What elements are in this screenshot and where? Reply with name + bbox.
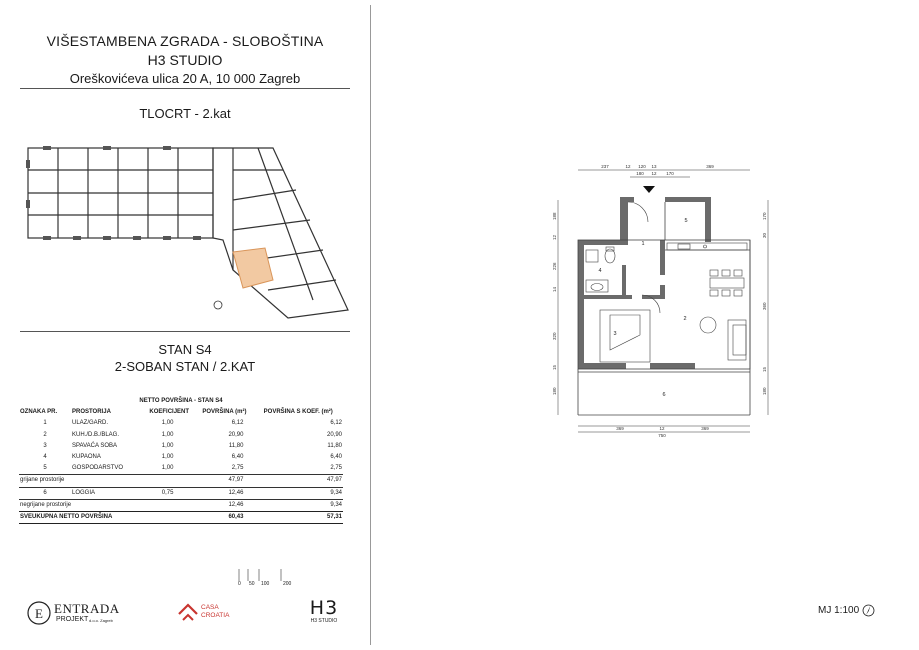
room-id: 4 [43,454,47,461]
dim-right: 15 [762,366,767,372]
room-area: 20,90 [228,431,244,438]
room-coef: 1,00 [161,454,174,461]
scale-tick: 100 [261,581,270,587]
room-id: 6 [19,487,71,499]
dim-bottom: 750 [658,433,666,438]
apartment-floor-plan [550,160,780,440]
subtotal-area-coef: 47,97 [253,475,343,487]
table-row [19,430,343,441]
keyplan-rule [20,331,350,332]
subtotal-area-coef: 9,34 [253,499,343,511]
room-name: SPAVAĆA SOBA [72,442,118,449]
h3-mark: H3 [309,597,339,619]
scale-bar-lines [237,567,297,581]
dim-left: 320 [552,332,557,340]
dim-top: 120 [638,164,646,169]
dim-left: 12 [552,234,557,240]
casa-croatia-logo [177,600,247,626]
table-header: POVRŠINA (m²) [202,409,247,416]
room-area: 6,12 [231,420,244,427]
dim-right: 360 [762,302,767,310]
drawing-scale [818,604,875,617]
building-title: VIŠESTAMBENA ZGRADA - SLOBOŠTINA [46,33,324,49]
table-header: PROSTORIJA [72,409,111,416]
studio-name: H3 STUDIO [147,52,223,68]
dim-bottom: 12 [659,426,665,431]
room-area: 11,80 [228,442,244,449]
room-area-coef: 2,75 [330,465,342,472]
room-coef: 1,00 [161,442,174,449]
table-row [19,452,343,463]
table-header: OZNAKA PR. [20,409,58,416]
page-divider [370,5,371,645]
subtotal-area: 47,97 [195,475,253,487]
unheated-subtotal-row [19,499,343,511]
room-number: 3 [613,331,617,337]
scale-bar [237,567,297,589]
scale-tick: 0 [238,581,241,587]
dim-left: 180 [552,387,557,395]
table-row [19,441,343,452]
area-table [19,396,343,524]
h3-sub: H3 STUDIO [310,618,338,624]
room-number: 6 [662,392,666,398]
total-area: 60,43 [195,512,253,524]
room-area: 2,75 [231,465,244,472]
room-name: KUPAONA [72,454,101,461]
table-header: KOEFICIJENT [149,409,190,416]
h3-studio-logo [304,597,344,629]
dim-bottom: 369 [701,426,709,431]
dim-left: 226 [552,262,557,270]
scale-tick: 200 [283,581,292,587]
dim-bottom: 369 [616,426,624,431]
room-coef: 0,75 [143,487,195,499]
room-name: KUH./D.B./BLAG. [72,431,120,438]
room-coef: 1,00 [161,465,174,472]
dim-left: 188 [552,212,557,220]
left-panel [0,0,360,650]
room-number: 1 [641,241,645,247]
dim-top: 180 [636,171,644,176]
table-row [19,418,343,429]
room-number: 5 [684,218,688,224]
room-name: GOSPODARSTVO [72,465,124,472]
dim-left: 14 [552,286,557,292]
room-area-coef: 9,34 [253,487,343,499]
dim-top: 13 [651,164,657,169]
entrada-small: d.o.o. Zagreb [89,618,113,623]
room-area-coef: 20,90 [326,431,342,438]
dim-top: 170 [666,171,674,176]
table-row [19,487,343,499]
heated-subtotal-row [19,475,343,487]
subtotal-area: 12,46 [195,499,253,511]
room-id: 3 [43,442,47,449]
casa-roof-icon [177,602,199,624]
room-area: 6,40 [231,454,244,461]
room-area-coef: 11,80 [327,442,342,449]
svg-text:E: E [35,606,43,621]
total-row [19,512,343,524]
entrada-logo [26,600,126,628]
casa-text: CASA [201,604,219,611]
entrance-arrow-icon [643,186,655,193]
room-id: 1 [43,420,47,427]
total-label: SVEUKUPNA NETTO POVRŠINA [19,512,195,524]
table-row [19,463,343,475]
dim-top: 12 [651,171,657,176]
dim-right: 180 [762,387,767,395]
dim-top: 369 [706,164,714,169]
room-id: 5 [43,465,47,472]
subtotal-label: negrijane prostorije [19,499,195,511]
room-area: 12,46 [195,487,253,499]
address: Oreškovićeva ulica 20 A, 10 000 Zagreb [69,71,301,86]
north-arrow-icon [862,604,875,617]
dim-right: 170 [762,212,767,220]
entrada-name: ENTRADA [54,601,120,616]
entrada-emblem-icon [26,600,52,626]
unit-name: STAN S4 [158,342,212,357]
room-coef: 1,00 [161,420,174,427]
croatia-text: CROATIA [201,612,230,619]
dim-top: 12 [625,164,631,169]
table-caption: NETTO POVRŠINA - STAN S4 [139,398,223,404]
unit-type: 2-SOBAN STAN / 2.KAT [114,359,256,374]
room-id: 2 [43,431,47,438]
total-area-coef: 57,31 [253,512,343,524]
room-coef: 1,00 [161,431,174,438]
dim-top: 237 [601,164,609,169]
header-rule [20,88,350,89]
room-name: ULAZ/GARD. [72,420,109,427]
room-number: 2 [683,316,687,322]
scale-tick: 50 [249,581,255,587]
dim-right: 30 [762,232,767,238]
scale-label: MJ 1:100 [818,605,860,616]
room-name: LOGGIA [71,487,143,499]
room-area-coef: 6,12 [330,420,342,427]
room-area-coef: 6,40 [330,454,342,461]
building-key-plan [18,140,353,320]
entrada-sub: PROJEKT [56,616,89,623]
subtotal-label: grijane prostorije [19,475,195,487]
floor-plan-title: TLOCRT - 2.kat [139,106,231,121]
dim-left: 15 [552,364,557,370]
room-number: 4 [598,268,602,274]
table-header: POVRŠINA S KOEF. (m²) [263,409,333,416]
